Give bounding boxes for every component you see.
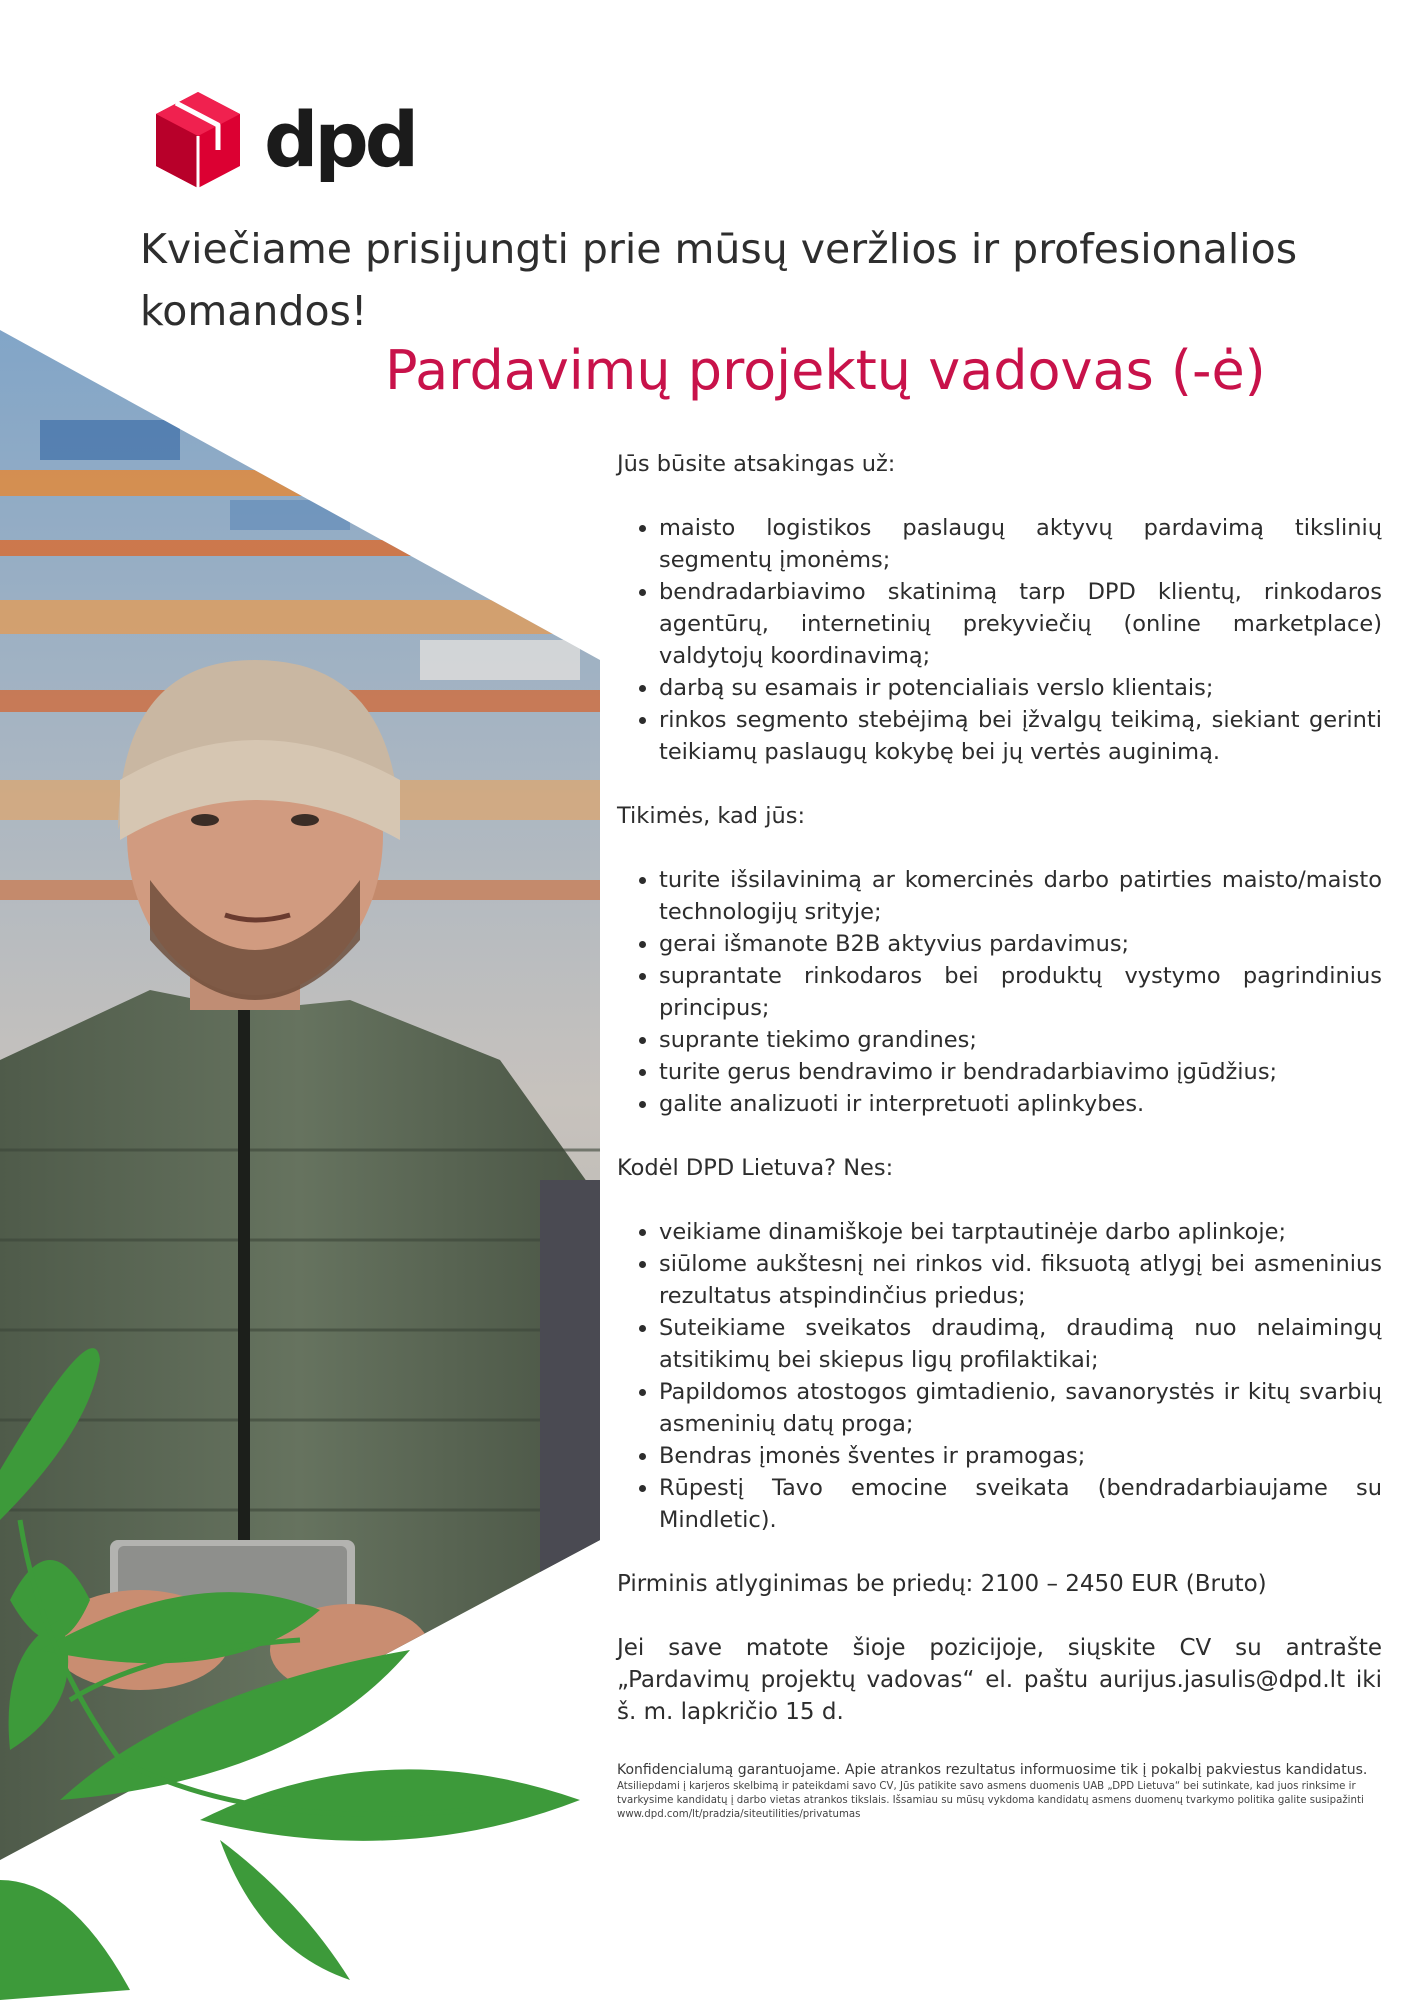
list-item: • darbą su esamais ir potencialiais verslo klientais; (659, 672, 1382, 704)
list-item: • gerai išmanote B2B aktyvius pardavimus; (659, 928, 1382, 960)
section-heading: Kodėl DPD Lietuva? Nes: (617, 1155, 894, 1181)
list-item: • Suteikiame sveikatos draudimą, draudimą nuo nelaimingų atsitikimų bei skiepus ligų profilaktikai; (659, 1312, 1382, 1376)
apply-instructions: Jei save matote šioje pozicijoje, siųskite CV su antrašte „Pardavimų projektų vadovas“ el. paštu aurijus.jasulis@dpd.lt iki š. m. lapkričio 15 d. (617, 1635, 1382, 1725)
list-item: • galite analizuoti ir interpretuoti aplinkybes. (659, 1088, 1382, 1120)
list-item: • suprantate rinkodaros bei produktų vystymo pagrindinius principus; (659, 960, 1382, 1024)
section-heading: Tikimės, kad jūs: (617, 803, 806, 829)
privacy-note: Atsiliepdami į karjeros skelbimą ir pateikdami savo CV, Jūs patikite savo asmens duomenis UAB „DPD Lietuva“ bei sutinkate, kad juos rinksime ir tvarkysime kandidatų į darbo vietas atrankos tikslais. Išsamiau su mūsų vykdoma kandidatų asmens duomenų tvarkymo politika galite susipažinti www.dpd.com/lt/pradzia/siteutilities/privatumas (617, 1781, 1364, 1820)
benefits-list (617, 1216, 1382, 1536)
list-item: • maisto logistikos paslaugų aktyvų pardavimą tikslinių segmentų įmonėms; (659, 512, 1382, 576)
job-title: Pardavimų projektų vadovas (-ė) (385, 339, 1266, 402)
list-item: • Bendras įmonės šventes ir pramogas; (659, 1440, 1382, 1472)
logo-wordmark: dpd (264, 95, 416, 184)
job-description (617, 448, 1382, 1822)
list-item: • turite išsilavinimą ar komercinės darbo patirties maisto/maisto technologijų srityje; (659, 864, 1382, 928)
section-heading: Jūs būsite atsakingas už: (617, 451, 896, 477)
list-item: • Rūpestį Tavo emocine sveikata (bendradarbiaujame su Mindletic). (659, 1472, 1382, 1536)
list-item: • rinkos segmento stebėjimą bei įžvalgų teikimą, siekiant gerinti teikiamų paslaugų kokybę bei jų vertės auginimą. (659, 704, 1382, 768)
responsibilities-list (617, 512, 1382, 768)
list-item: • turite gerus bendravimo ir bendradarbiavimo įgūdžius; (659, 1056, 1382, 1088)
list-item: • siūlome aukštesnį nei rinkos vid. fiksuotą atlygį bei asmeninius rezultatus atspindinčius priedus; (659, 1248, 1382, 1312)
list-item: • suprante tiekimo grandines; (659, 1024, 1382, 1056)
list-item: • veikiame dinamiškoje bei tarptautinėje darbo aplinkoje; (659, 1216, 1382, 1248)
requirements-list (617, 864, 1382, 1120)
intro-heading: Kviečiame prisijungti prie mūsų veržlios ir profesionalios komandos! (140, 225, 1298, 335)
salary-text: Pirminis atlyginimas be priedų: 2100 – 2450 EUR (Bruto) (617, 1571, 1267, 1597)
list-item: • bendradarbiavimo skatinimą tarp DPD klientų, rinkodaros agentūrų, internetinių prekyviečių (online marketplace) valdytojų koordinavimą; (659, 576, 1382, 672)
confidentiality-note: Konfidencialumą garantuojame. Apie atrankos rezultatus informuosime tik į pokalbį pakviestus kandidatus. (617, 1762, 1368, 1778)
list-item: • Papildomos atostogos gimtadienio, savanorystės ir kitų svarbių asmeninių datų proga; (659, 1376, 1382, 1440)
